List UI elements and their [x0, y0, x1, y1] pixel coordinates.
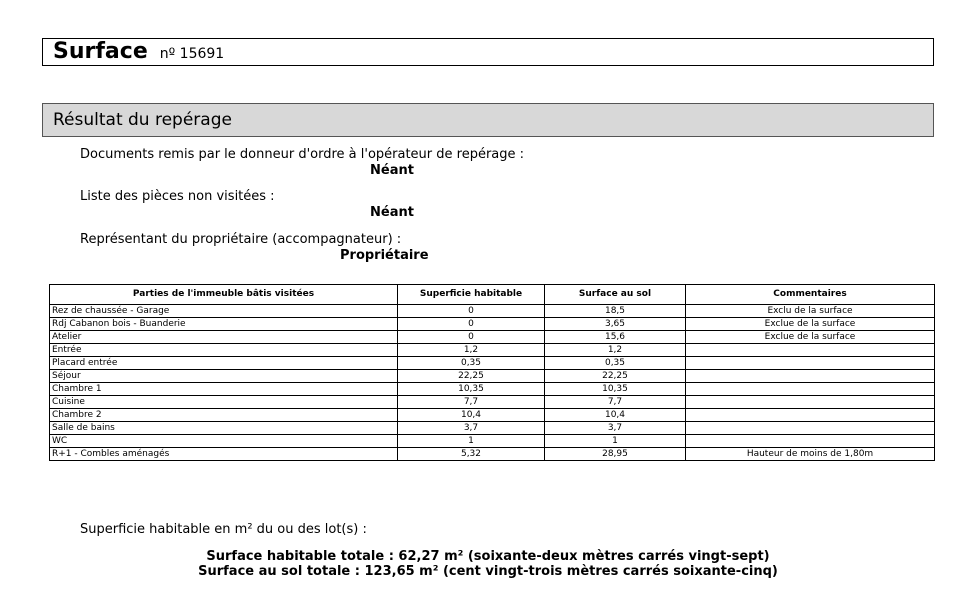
- cell-sol: 1,2: [545, 344, 686, 357]
- table-row: [50, 396, 935, 409]
- table-row: [50, 409, 935, 422]
- cell-room: Chambre 1: [50, 383, 398, 396]
- documents-label: Documents remis par le donneur d'ordre à l'opérateur de repérage :: [80, 147, 525, 162]
- cell-sol: 10,35: [545, 383, 686, 396]
- cell-habitable: 3,7: [398, 422, 545, 435]
- cell-room: Cuisine: [50, 396, 398, 409]
- representative-value: Propriétaire: [340, 248, 429, 263]
- cell-habitable: 1,2: [398, 344, 545, 357]
- cell-room: Chambre 2: [50, 409, 398, 422]
- cell-room: Rdj Cabanon bois - Buanderie: [50, 318, 398, 331]
- table-row: [50, 383, 935, 396]
- document-number: nº 15691: [159, 46, 225, 62]
- cell-sol: 10,4: [545, 409, 686, 422]
- surface-table: [49, 284, 935, 461]
- cell-room: Séjour: [50, 370, 398, 383]
- table-row: [50, 357, 935, 370]
- cell-sol: 1: [545, 435, 686, 448]
- cell-habitable: 0,35: [398, 357, 545, 370]
- cell-room: Rez de chaussée - Garage: [50, 305, 398, 318]
- table-row: [50, 305, 935, 318]
- cell-comment: [686, 435, 935, 448]
- table-row: [50, 435, 935, 448]
- cell-comment: [686, 370, 935, 383]
- header-surface-sol: Surface au sol: [545, 285, 686, 305]
- cell-comment: [686, 422, 935, 435]
- representative-label: Représentant du propriétaire (accompagnateur) :: [80, 232, 402, 247]
- table-row: [50, 331, 935, 344]
- cell-room: Entrée: [50, 344, 398, 357]
- table-row: [50, 318, 935, 331]
- cell-comment: Exclue de la surface: [686, 331, 935, 344]
- cell-habitable: 5,32: [398, 448, 545, 461]
- table-row: [50, 448, 935, 461]
- cell-comment: [686, 357, 935, 370]
- cell-comment: [686, 383, 935, 396]
- cell-habitable: 10,4: [398, 409, 545, 422]
- cell-comment: [686, 396, 935, 409]
- non-visited-value: Néant: [370, 205, 414, 220]
- documents-value: Néant: [370, 163, 414, 178]
- footer-label: Superficie habitable en m² du ou des lot(s) :: [80, 522, 367, 537]
- cell-comment: Exclu de la surface: [686, 305, 935, 318]
- table-row: [50, 370, 935, 383]
- cell-sol: 3,7: [545, 422, 686, 435]
- cell-room: Atelier: [50, 331, 398, 344]
- cell-comment: [686, 344, 935, 357]
- cell-habitable: 0: [398, 331, 545, 344]
- cell-sol: 15,6: [545, 331, 686, 344]
- cell-sol: 7,7: [545, 396, 686, 409]
- cell-comment: Hauteur de moins de 1,80m: [686, 448, 935, 461]
- cell-habitable: 7,7: [398, 396, 545, 409]
- section-header: [42, 103, 934, 137]
- document-title: Surface: [53, 39, 148, 64]
- header-parties: Parties de l'immeuble bâtis visitées: [50, 285, 398, 305]
- cell-habitable: 10,35: [398, 383, 545, 396]
- total-habitable: Surface habitable totale : 62,27 m² (soixante-deux mètres carrés vingt-sept): [206, 549, 770, 564]
- cell-sol: 0,35: [545, 357, 686, 370]
- header-commentaires: Commentaires: [686, 285, 935, 305]
- header-superficie: Superficie habitable: [398, 285, 545, 305]
- cell-room: WC: [50, 435, 398, 448]
- cell-habitable: 0: [398, 305, 545, 318]
- table-row: [50, 422, 935, 435]
- cell-room: R+1 - Combles aménagés: [50, 448, 398, 461]
- cell-sol: 18,5: [545, 305, 686, 318]
- cell-habitable: 1: [398, 435, 545, 448]
- table-header-row: [50, 285, 935, 305]
- cell-habitable: 22,25: [398, 370, 545, 383]
- cell-habitable: 0: [398, 318, 545, 331]
- cell-sol: 22,25: [545, 370, 686, 383]
- cell-room: Salle de bains: [50, 422, 398, 435]
- cell-sol: 3,65: [545, 318, 686, 331]
- cell-comment: Exclue de la surface: [686, 318, 935, 331]
- cell-comment: [686, 409, 935, 422]
- non-visited-label: Liste des pièces non visitées :: [80, 189, 275, 204]
- table-row: [50, 344, 935, 357]
- section-title: Résultat du repérage: [53, 110, 232, 130]
- cell-sol: 28,95: [545, 448, 686, 461]
- cell-room: Placard entrée: [50, 357, 398, 370]
- document-title-box: [42, 38, 934, 66]
- total-sol: Surface au sol totale : 123,65 m² (cent vingt-trois mètres carrés soixante-cinq): [198, 564, 778, 579]
